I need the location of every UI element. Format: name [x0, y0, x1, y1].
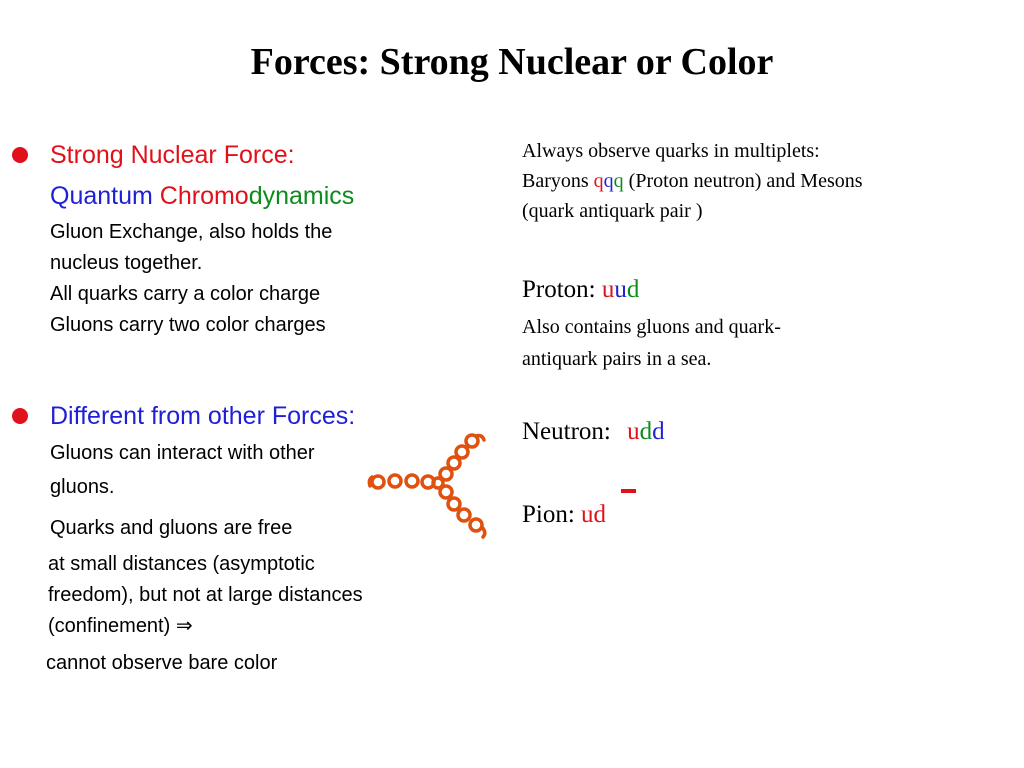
pion-quarks: ud [581, 501, 607, 528]
neutron-label: Neutron: [522, 418, 611, 445]
bullet2-line3: Quarks and gluons are free [50, 517, 293, 539]
proton-quark-u1: u [601, 276, 615, 303]
pion-label: Pion: [522, 501, 582, 528]
neutron-quark-u: u [627, 418, 640, 445]
bullet1-line1: Gluon Exchange, also holds the [50, 221, 333, 243]
bullet1-heading-line1: Strong Nuclear Force: [50, 141, 295, 169]
bullet2-line6 [48, 611, 193, 642]
confinement-text: (confinement) [48, 615, 176, 637]
multiplets-line3: (quark antiquark pair ) [522, 200, 703, 222]
gluon-vertex-icon [366, 430, 496, 540]
proton-quark-d: d [626, 276, 640, 303]
bullet2-line4: at small distances (asymptotic [48, 553, 315, 575]
multiplets-line2 [522, 166, 863, 196]
baryons-label: Baryons [522, 170, 594, 192]
qcd-quantum: Quantum [50, 182, 153, 210]
qcd-dynamics: dynamics [248, 182, 355, 210]
bullet1-heading-line2 [50, 179, 354, 214]
proton-quark-u2: u [614, 276, 627, 303]
implies-arrow-icon: ⇒ [175, 615, 193, 637]
slide-title: Forces: Strong Nuclear or Color [250, 41, 774, 83]
baryon-quark-3: q [613, 170, 624, 192]
bullet2-line5: freedom), but not at large distances [48, 584, 363, 606]
proton-line [522, 272, 639, 307]
qcd-chromo: Chromo [159, 182, 249, 210]
bullet1-line3: All quarks carry a color charge [50, 283, 321, 305]
neutron-quark-d2: d [652, 418, 665, 445]
bullet2-line1: Gluons can interact with other [50, 442, 315, 464]
baryon-quark-1: q [593, 170, 604, 192]
proton-line2: Also contains gluons and quark- [522, 316, 781, 338]
bullet1-line4: Gluons carry two color charges [50, 314, 326, 336]
neutron-line [522, 414, 665, 449]
bullet2-line2: gluons. [50, 476, 115, 498]
mesons-text: (Proton neutron) and Mesons [623, 170, 863, 192]
proton-line3: antiquark pairs in a sea. [522, 348, 712, 370]
bullet-dot-2 [12, 408, 28, 424]
bullet2-line7: cannot observe bare color [46, 652, 278, 674]
bullet-dot-1 [12, 147, 28, 163]
neutron-quark-d1: d [639, 418, 653, 445]
bullet1-line2: nucleus together. [50, 252, 203, 274]
proton-label: Proton: [522, 276, 602, 303]
baryon-quark-2: q [603, 170, 614, 192]
antiquark-bar [621, 489, 636, 493]
multiplets-line1: Always observe quarks in multiplets: [522, 140, 820, 162]
bullet2-heading: Different from other Forces: [50, 402, 356, 430]
pion-line [522, 497, 606, 532]
